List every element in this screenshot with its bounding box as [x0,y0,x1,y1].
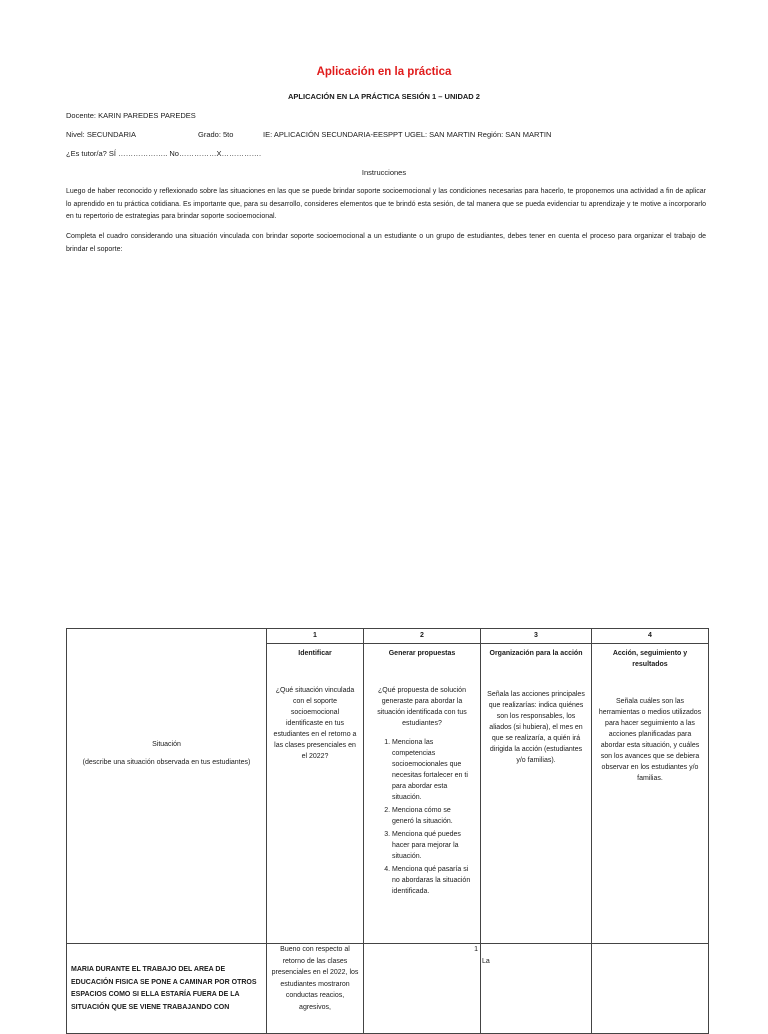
case-fragment-2: La [482,958,490,965]
proposals-list [370,737,474,897]
instructions-paragraph-2: Completa el cuadro considerando una situación vinculada con brindar soporte socioemocional a un estudiante o un grupo de estudiantes, debes tener en cuenta el proceso para organizar el trabajo de brindar el soporte: [66,233,706,253]
document-title: Aplicación en la práctica [316,66,452,78]
case-action-cell [592,944,709,1034]
column-number-1: 1 [267,629,364,644]
situation-label: Situación [152,741,181,748]
list-item: 1. Menciona las competencias socioemocionales que necesitas fortalecer en ti para abordar esta situación. [392,737,474,803]
case-fragment-1: 1 [474,946,478,953]
table-number-row [67,629,709,644]
action-cell [592,644,709,944]
column-number-2: 2 [364,629,481,644]
action-title: Acción, seguimiento y resultados [612,650,688,668]
document-subtitle: APLICACIÓN EN LA PRÁCTICA SESIÓN 1 – UNIDAD 2 [288,92,480,101]
case-proposals-cell [364,944,481,1034]
proposals-title: Generar propuestas [388,650,456,657]
support-table [66,628,709,1034]
school-line: IE: APLICACIÓN SECUNDARIA-EESPPT UGEL: SAN MARTIN Región: SAN MARTIN [263,130,552,139]
organization-title: Organización para la acción [489,650,583,657]
situation-description: (describe una situación observada en tus estudiantes) [82,759,251,766]
instructions-heading: Instrucciones [361,168,407,177]
list-item: 3. Menciona qué puedes hacer para mejorar la situación. [392,829,474,862]
organization-cell [481,644,592,944]
column-number-3: 3 [481,629,592,644]
teacher-line: Docente: KARIN PAREDES PAREDES [66,111,196,120]
case-cell [67,944,267,1034]
table-row [67,944,709,1034]
identify-cell [267,644,364,944]
case-text: MARIA DURANTE EL TRABAJO DEL AREA DE EDUCACIÓN FISICA SE PONE A CAMINAR POR OTROS ESPACIOS COMO SI ELLA ESTARÍA FUERA DE LA SITUACIÓN QUE SE VIENE TRABAJANDO CON [71,966,257,1011]
organization-text: Señala las acciones principales que realizarías: indica quiénes son los responsables, los aliados (si hubiera), el mes en que se realizaría, a quién irá dirigida la acción (estudiantes y/o familias). [487,691,585,764]
case-answer-cell [267,944,364,1034]
action-text: Señala cuáles son las herramientas o medios utilizados para hacer seguimiento a las acciones planificadas para abordar esta situación, y cuáles son los avances que se debiera observar en los estudiantes y/o familias. [598,698,702,782]
level-line: Nivel: SECUNDARIA [66,130,137,139]
proposals-cell [364,644,481,944]
grade-line: Grado: 5to [198,130,234,139]
column-number-4: 4 [592,629,709,644]
proposals-question: ¿Qué propuesta de solución generaste para abordar la situación identificada con tus estudiantes? [377,687,467,727]
tutor-line: ¿Es tutor/a? SÍ ……………….. No……………X……………. [66,149,262,158]
identify-title: Identificar [298,650,332,657]
situation-header-cell [67,629,267,944]
list-item: 2. Menciona cómo se generó la situación. [392,805,474,827]
case-answer: Bueno con respecto al retorno de las clases presenciales en el 2022, los estudiantes mostraron conductas reacios, agresivos, [271,946,359,1011]
case-organization-cell [481,944,592,1034]
instructions-paragraph-1: Luego de haber reconocido y reflexionado sobre las situaciones en las que se puede brindar soporte socioemocional y las condiciones necesarias para hacerlo, te proponemos una actividad a fin de aplicar lo aprendido en tu práctica cotidiana. Es importante que, para su desarrollo, consideres elementos que te brindó esta sesión, de tal manera que se pueda evidenciar tu aprendizaje y te motive a incorporarlo en tu repertorio de estrategias para brindar soporte socioemocional. [66,188,706,220]
list-item: 4. Menciona qué pasaría si no abordaras la situación identificada. [392,864,474,897]
identify-question: ¿Qué situación vinculada con el soporte socioemocional identificaste en tus estudiantes en el retorno a las clases presenciales en el 2022? [273,687,357,760]
